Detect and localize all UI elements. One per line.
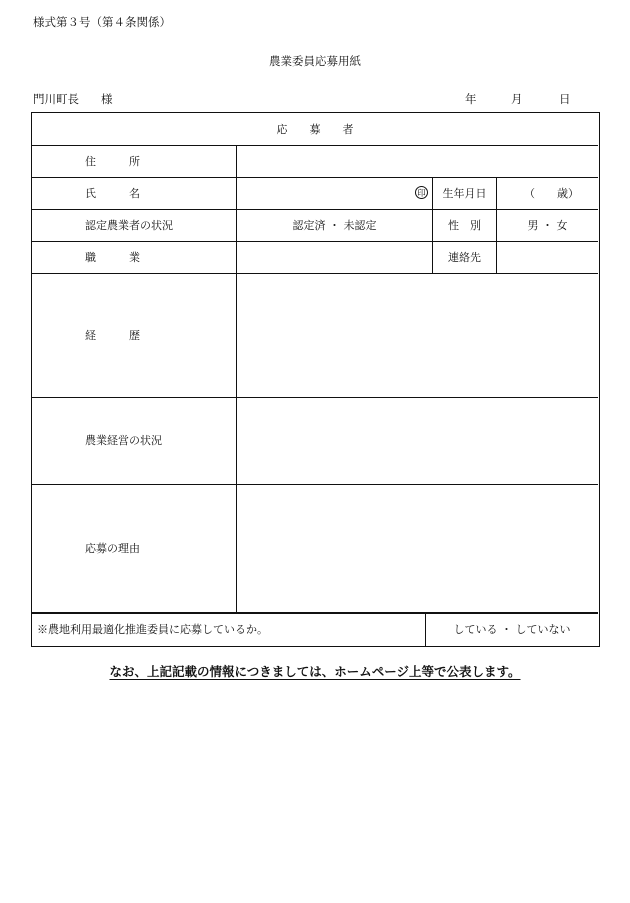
addressee-name: 門川町長	[33, 92, 79, 106]
occupation-field[interactable]	[237, 242, 432, 273]
date-month: 月	[511, 92, 523, 106]
committee-question-options[interactable]: している ・ していない	[453, 623, 571, 636]
document-title: 農業委員応募用紙	[269, 54, 361, 68]
career-field[interactable]	[237, 274, 598, 397]
contact-label: 連絡先	[448, 250, 481, 264]
farm-status-field[interactable]	[237, 398, 598, 484]
committee-question: ※農地利用最適化推進委員に応募しているか。	[37, 623, 268, 636]
career-label: 経 歴	[85, 328, 140, 342]
certified-status-label: 認定農業者の状況	[85, 218, 173, 232]
date-day: 日	[559, 92, 571, 106]
name-field[interactable]	[237, 178, 432, 209]
seal-icon: 印	[415, 186, 428, 199]
address-label: 住 所	[85, 154, 140, 168]
addressee-suffix: 様	[101, 92, 113, 106]
occupation-label: 職 業	[85, 250, 140, 264]
publication-notice-wrap	[0, 662, 630, 680]
applicant-section-title: 応 募 者	[276, 122, 354, 136]
reason-label: 応募の理由	[85, 541, 140, 555]
birthdate-label: 生年月日	[442, 186, 487, 200]
gender-options[interactable]: 男 ・ 女	[527, 218, 568, 232]
birthdate-field[interactable]: （ 歳）	[524, 186, 579, 200]
name-label: 氏 名	[85, 186, 140, 200]
publication-notice: なお、上記記載の情報につきましては、ホームページ上等で公表します。	[109, 664, 521, 679]
date-year: 年	[465, 92, 477, 106]
certified-status-options[interactable]: 認定済 ・ 未認定	[292, 218, 377, 232]
address-field[interactable]	[237, 146, 598, 177]
reason-field[interactable]	[237, 485, 598, 612]
gender-label: 性 別	[448, 218, 481, 232]
farm-status-label: 農業経営の状況	[85, 434, 162, 447]
addressee	[33, 94, 113, 106]
application-form	[31, 112, 600, 647]
form-id: 様式第３号（第４条関係）	[33, 15, 171, 29]
contact-field[interactable]	[497, 242, 598, 273]
